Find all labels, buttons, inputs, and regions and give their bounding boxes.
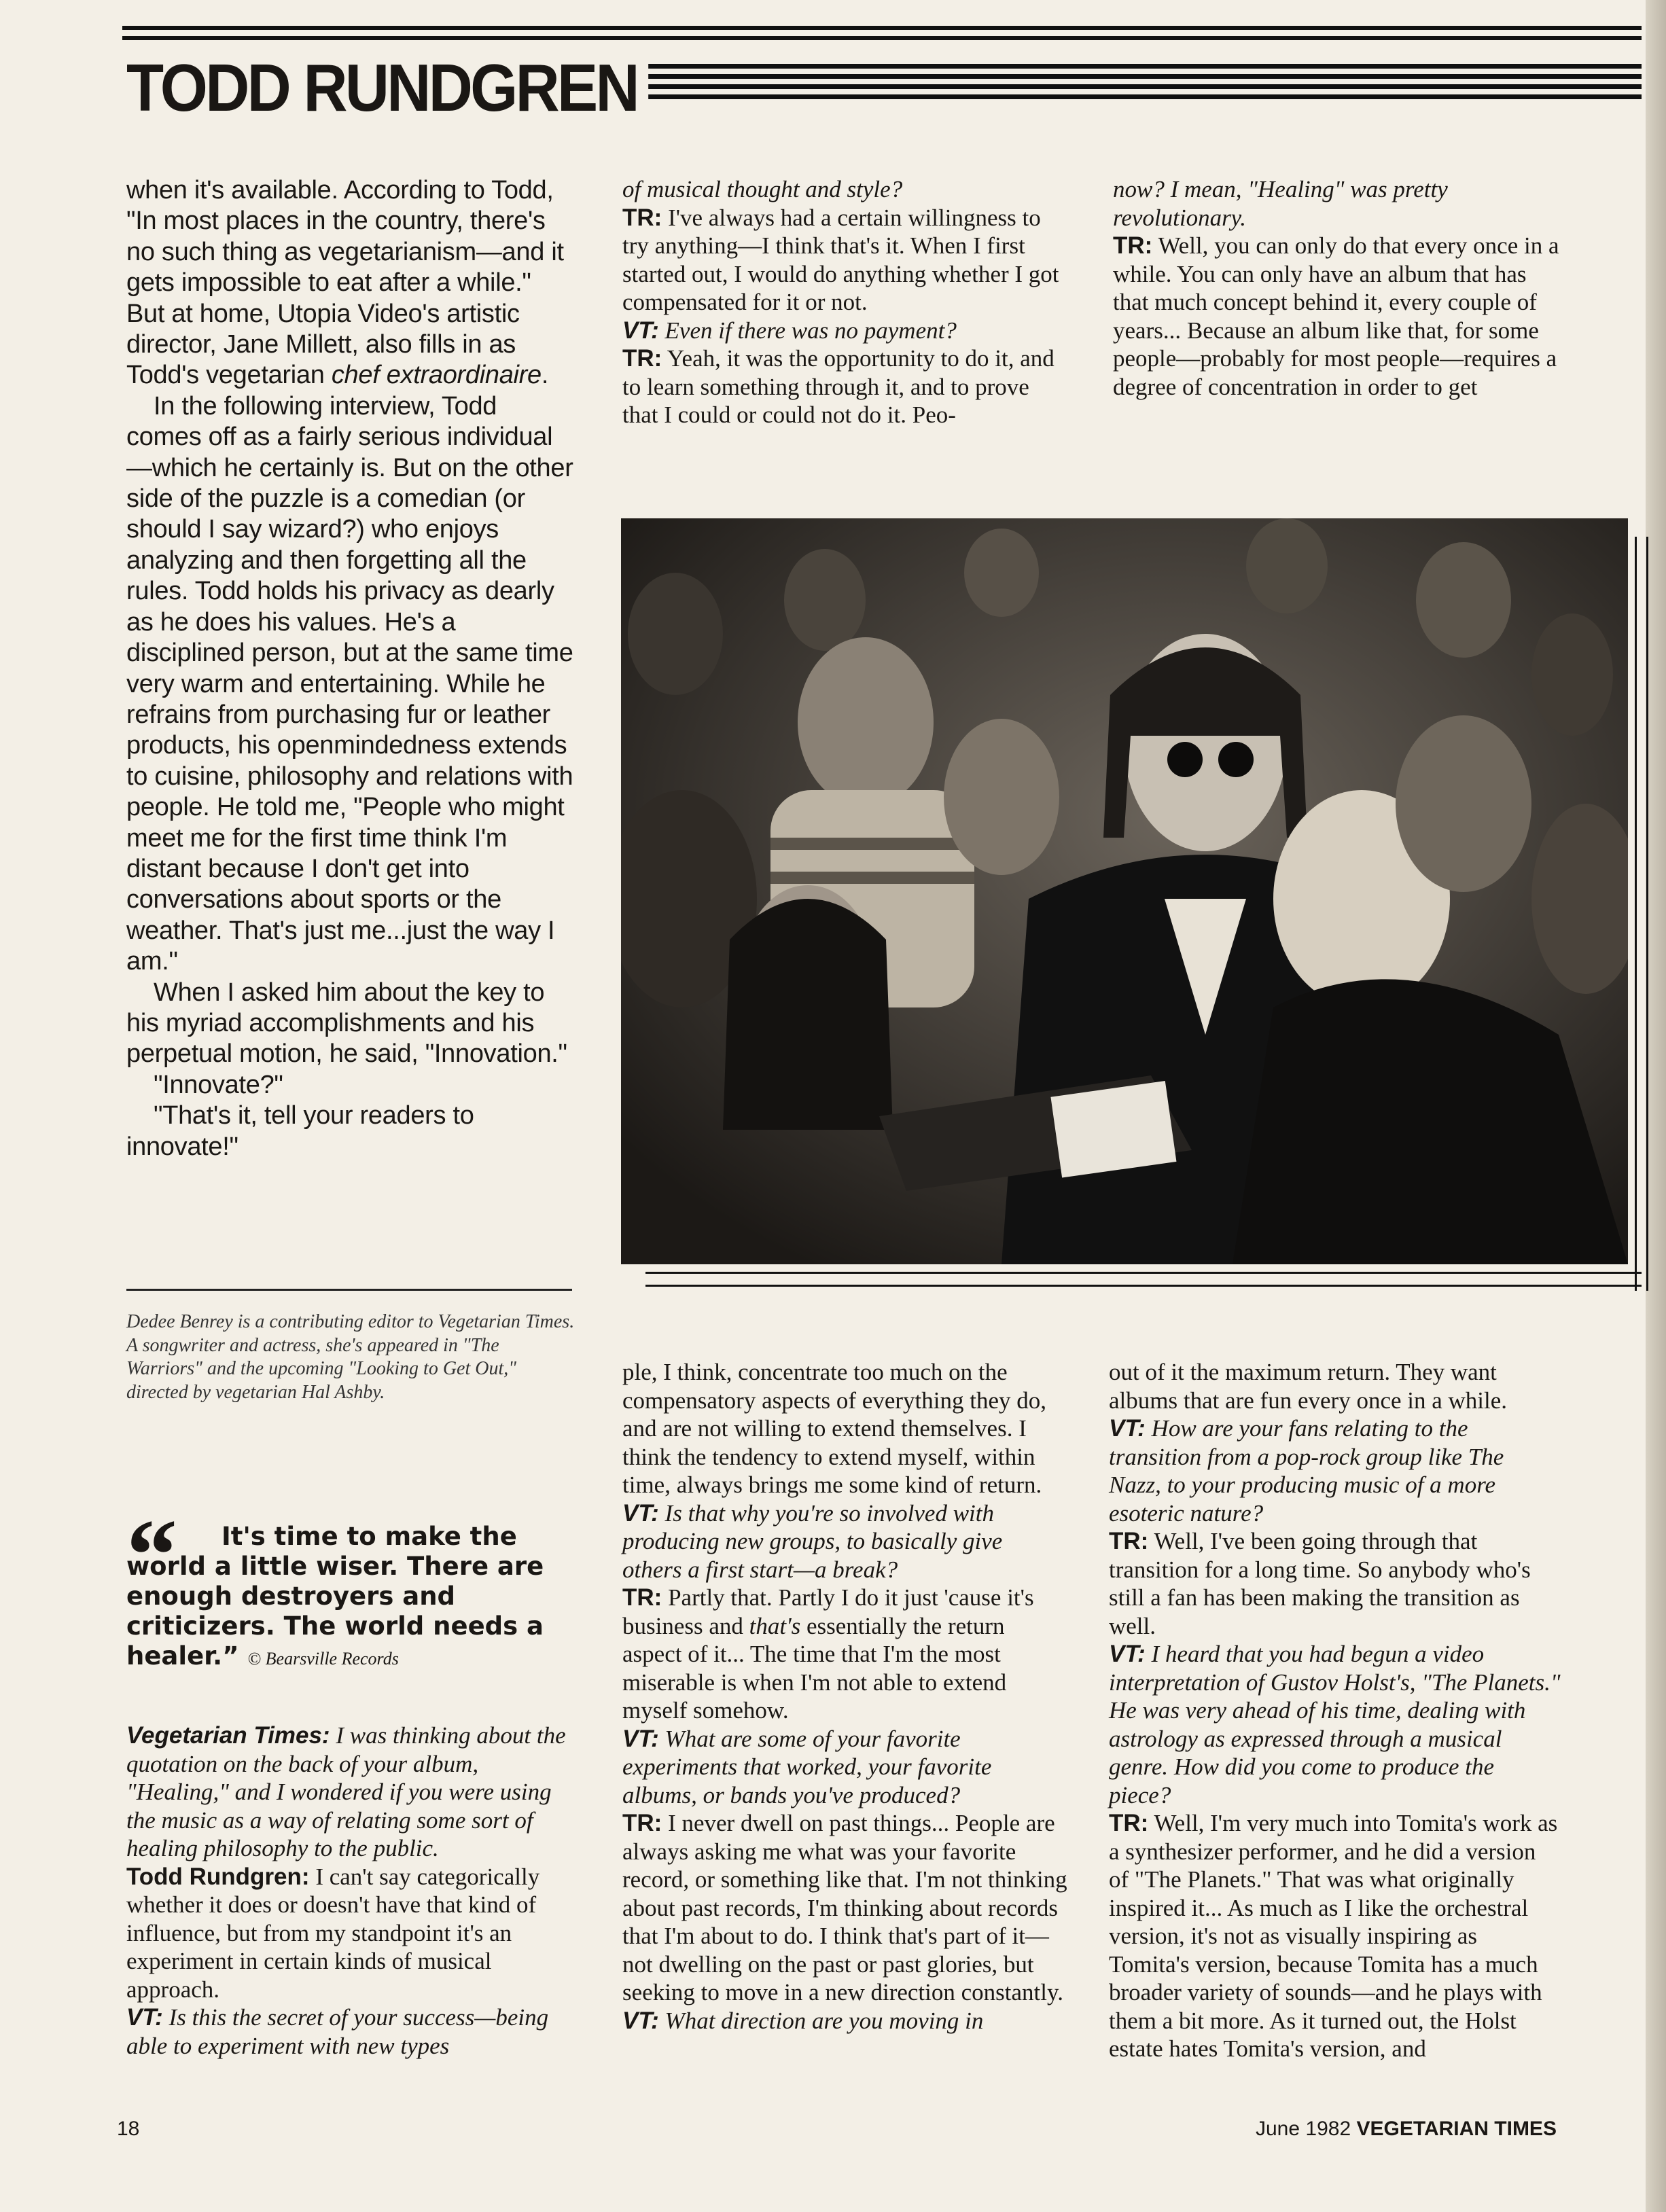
bio-divider — [126, 1289, 572, 1291]
speaker-label: VT: — [1109, 1415, 1146, 1442]
footer-issue — [1256, 2118, 1557, 2141]
page-edge — [1646, 0, 1666, 2212]
interview-column-1 — [126, 1722, 575, 2060]
speaker-label: VT: — [1109, 1641, 1146, 1667]
question: How are your fans relating to the transition from a pop-rock group like The Nazz, to your producing music of a more esoteric nature? — [1109, 1415, 1504, 1527]
question: I was thinking about the quotation on the back of your album, "Healing," and I wondered if you were using the music as a way of relating some sort of healing philosophy to the public. — [126, 1722, 566, 1861]
answer: ple, I think, concentrate too much on the compensatory aspects of everything they do, and are not willing to extend themselves. I think the tendency to extend myself, within time, always brings me some kind of return. — [622, 1359, 1046, 1498]
speaker-label: TR: — [1113, 232, 1153, 259]
question: of musical thought and style? — [622, 176, 903, 202]
speaker-label: VT: — [126, 2004, 163, 2031]
speaker-label: TR: — [1109, 1528, 1149, 1554]
question: Even if there was no payment? — [664, 317, 957, 344]
title-rules — [639, 64, 1642, 105]
intro-paragraph-2: In the following interview, Todd comes off as a fairly serious individual—which he certainly is. But on the other side of the puzzle is a comedian (or should I say wizard?) who enjoys analyzing and then forgetting all the rules. Todd holds his privacy as dearly as he does his values. He's a disciplined person, but at the same time very warm and entertaining. While he refrains from purchasing fur or leather products, his openmindedness extends to cuisine, philosophy and relations with people. He told me, "People who might meet me for the first time think I'm distant because I don't get into conversations about sports or the weather. That's just me...just the way I am." — [126, 391, 573, 976]
answer: Yeah, it was the opportunity to do it, and to learn something through it, and to prove that I could or could not do it. Peo- — [622, 345, 1054, 428]
speaker-label: VT: — [622, 317, 659, 344]
photo-credit: © Bearsville Records — [247, 1649, 399, 1669]
speaker-label: VT: — [622, 1499, 659, 1527]
speaker-label: Todd Rundgren: — [126, 1863, 310, 1890]
footer-magazine: VEGETARIAN TIMES — [1356, 2118, 1557, 2140]
interview-column-2-top — [622, 175, 1067, 429]
answer: I can't say categorically whether it does or doesn't have that kind of influence, but from my standpoint it's an experiment in certain kinds of musical approach. — [126, 1863, 540, 2003]
answer: Well, I'm very much into Tomita's work as a synthesizer performer, and he did a version of "The Planets." That was what originally inspired it... As much as I like the orchestral version, it's not as visually inspiring as Tomita's version, because Tomita has a much broader variety of sounds—and he plays with them a bit more. As it turned out, the Holst estate hates Tomita's version, and — [1109, 1810, 1558, 2062]
page-title: TODD RUNDGREN — [126, 54, 649, 121]
answer-emphasis: that's — [749, 1612, 801, 1639]
intro-paragraph-4: "Innovate?" — [154, 1070, 283, 1099]
question: Is this the secret of your success—being able to experiment with new types — [126, 2004, 549, 2059]
header-rules — [122, 26, 1642, 46]
question: now? I mean, "Healing" was pretty revolutionary. — [1113, 176, 1448, 231]
pull-quote-text: It's time to make the world a little wiser. There are enough destroyers and criticizers. The world needs a healer.” © Bearsville Records — [126, 1522, 544, 1671]
speaker-label: TR: — [622, 1584, 662, 1611]
intro-paragraph-5: "That's it, tell your readers to innovate!" — [126, 1101, 474, 1161]
answer: Partly that. Partly I do it just 'cause it's business and — [622, 1584, 1034, 1639]
answer: Well, you can only do that every once in a while. You can only have an album that has that much concept behind it, every couple of years... Because an album like that, for some people—probably for most people—requires a degree of concentration in order to get — [1113, 232, 1559, 400]
pull-quote — [126, 1499, 575, 1674]
interview-column-3-top — [1113, 175, 1561, 401]
speaker-label: TR: — [622, 1810, 662, 1836]
speaker-label: Vegetarian Times: — [126, 1722, 330, 1749]
speaker-label: VT: — [622, 1725, 659, 1752]
answer: essentially the return aspect of it... The time that I'm the most miserable is when I'm not able to extend myself somehow. — [622, 1612, 1007, 1724]
photo-frame-bottom — [645, 1272, 1642, 1287]
photo-frame-right — [1635, 537, 1648, 1291]
question: Is that why you're so involved with producing new groups, to basically give others a first start—a break? — [622, 1499, 1003, 1583]
footer-date: June 1982 — [1256, 2118, 1351, 2140]
question: What direction are you moving in — [664, 2007, 984, 2034]
question: I heard that you had begun a video interpretation of Gustov Holst's, "The Planets." He was very ahead of his time, dealing with astrology as expressed through a musical genre. How did you come to produce the piece? — [1109, 1641, 1561, 1808]
quote-mark-icon: “ — [126, 1499, 177, 1611]
question: What are some of your favorite experiments that worked, your favorite albums, or bands you've produced? — [622, 1725, 992, 1808]
intro-column — [126, 175, 575, 1162]
speaker-label: TR: — [622, 204, 662, 231]
answer: I never dwell on past things... People are always asking me what was your favorite record, or something like that. I'm not thinking about past records, I'm thinking about records that I'm about to do. I think that's part of it—not dwelling on the past or past glories, but seeking to move in a new direction constantly. — [622, 1810, 1067, 2005]
speaker-label: TR: — [622, 345, 662, 372]
intro-paragraph-1: when it's available. According to Todd, "In most places in the country, there's no such thing as vegetarianism—and it gets impossible to eat after a while." But at home, Utopia Video's artistic director, Jane Millett, also fills in as Todd's vegetarian chef extraordinaire. — [126, 176, 564, 390]
interview-column-2-bottom — [622, 1358, 1067, 2035]
answer: Well, I've been going through that transition for a long time. So anybody who's still a fan has been making the transition as well. — [1109, 1528, 1531, 1639]
speaker-label: VT: — [622, 2007, 659, 2034]
concert-photo — [621, 518, 1628, 1264]
intro-paragraph-3: When I asked him about the key to his myriad accomplishments and his perpetual motion, he said, "Innovation." — [126, 978, 567, 1069]
answer: I've always had a certain willingness to try anything—I think that's it. When I first started out, I would do anything whether I got compensated for it or not. — [622, 204, 1059, 315]
author-bio: Dedee Benrey is a contributing editor to Vegetarian Times. A songwriter and actress, she's appeared in "The Warriors" and the upcoming "Looking to Get Out," directed by vegetarian Hal Ashby. — [126, 1311, 575, 1403]
interview-column-3-bottom — [1109, 1358, 1561, 2063]
page-number: 18 — [117, 2118, 140, 2140]
crowd-photo-image — [621, 518, 1628, 1264]
answer: out of it the maximum return. They want albums that are fun every once in a while. — [1109, 1359, 1508, 1414]
speaker-label: TR: — [1109, 1810, 1149, 1836]
